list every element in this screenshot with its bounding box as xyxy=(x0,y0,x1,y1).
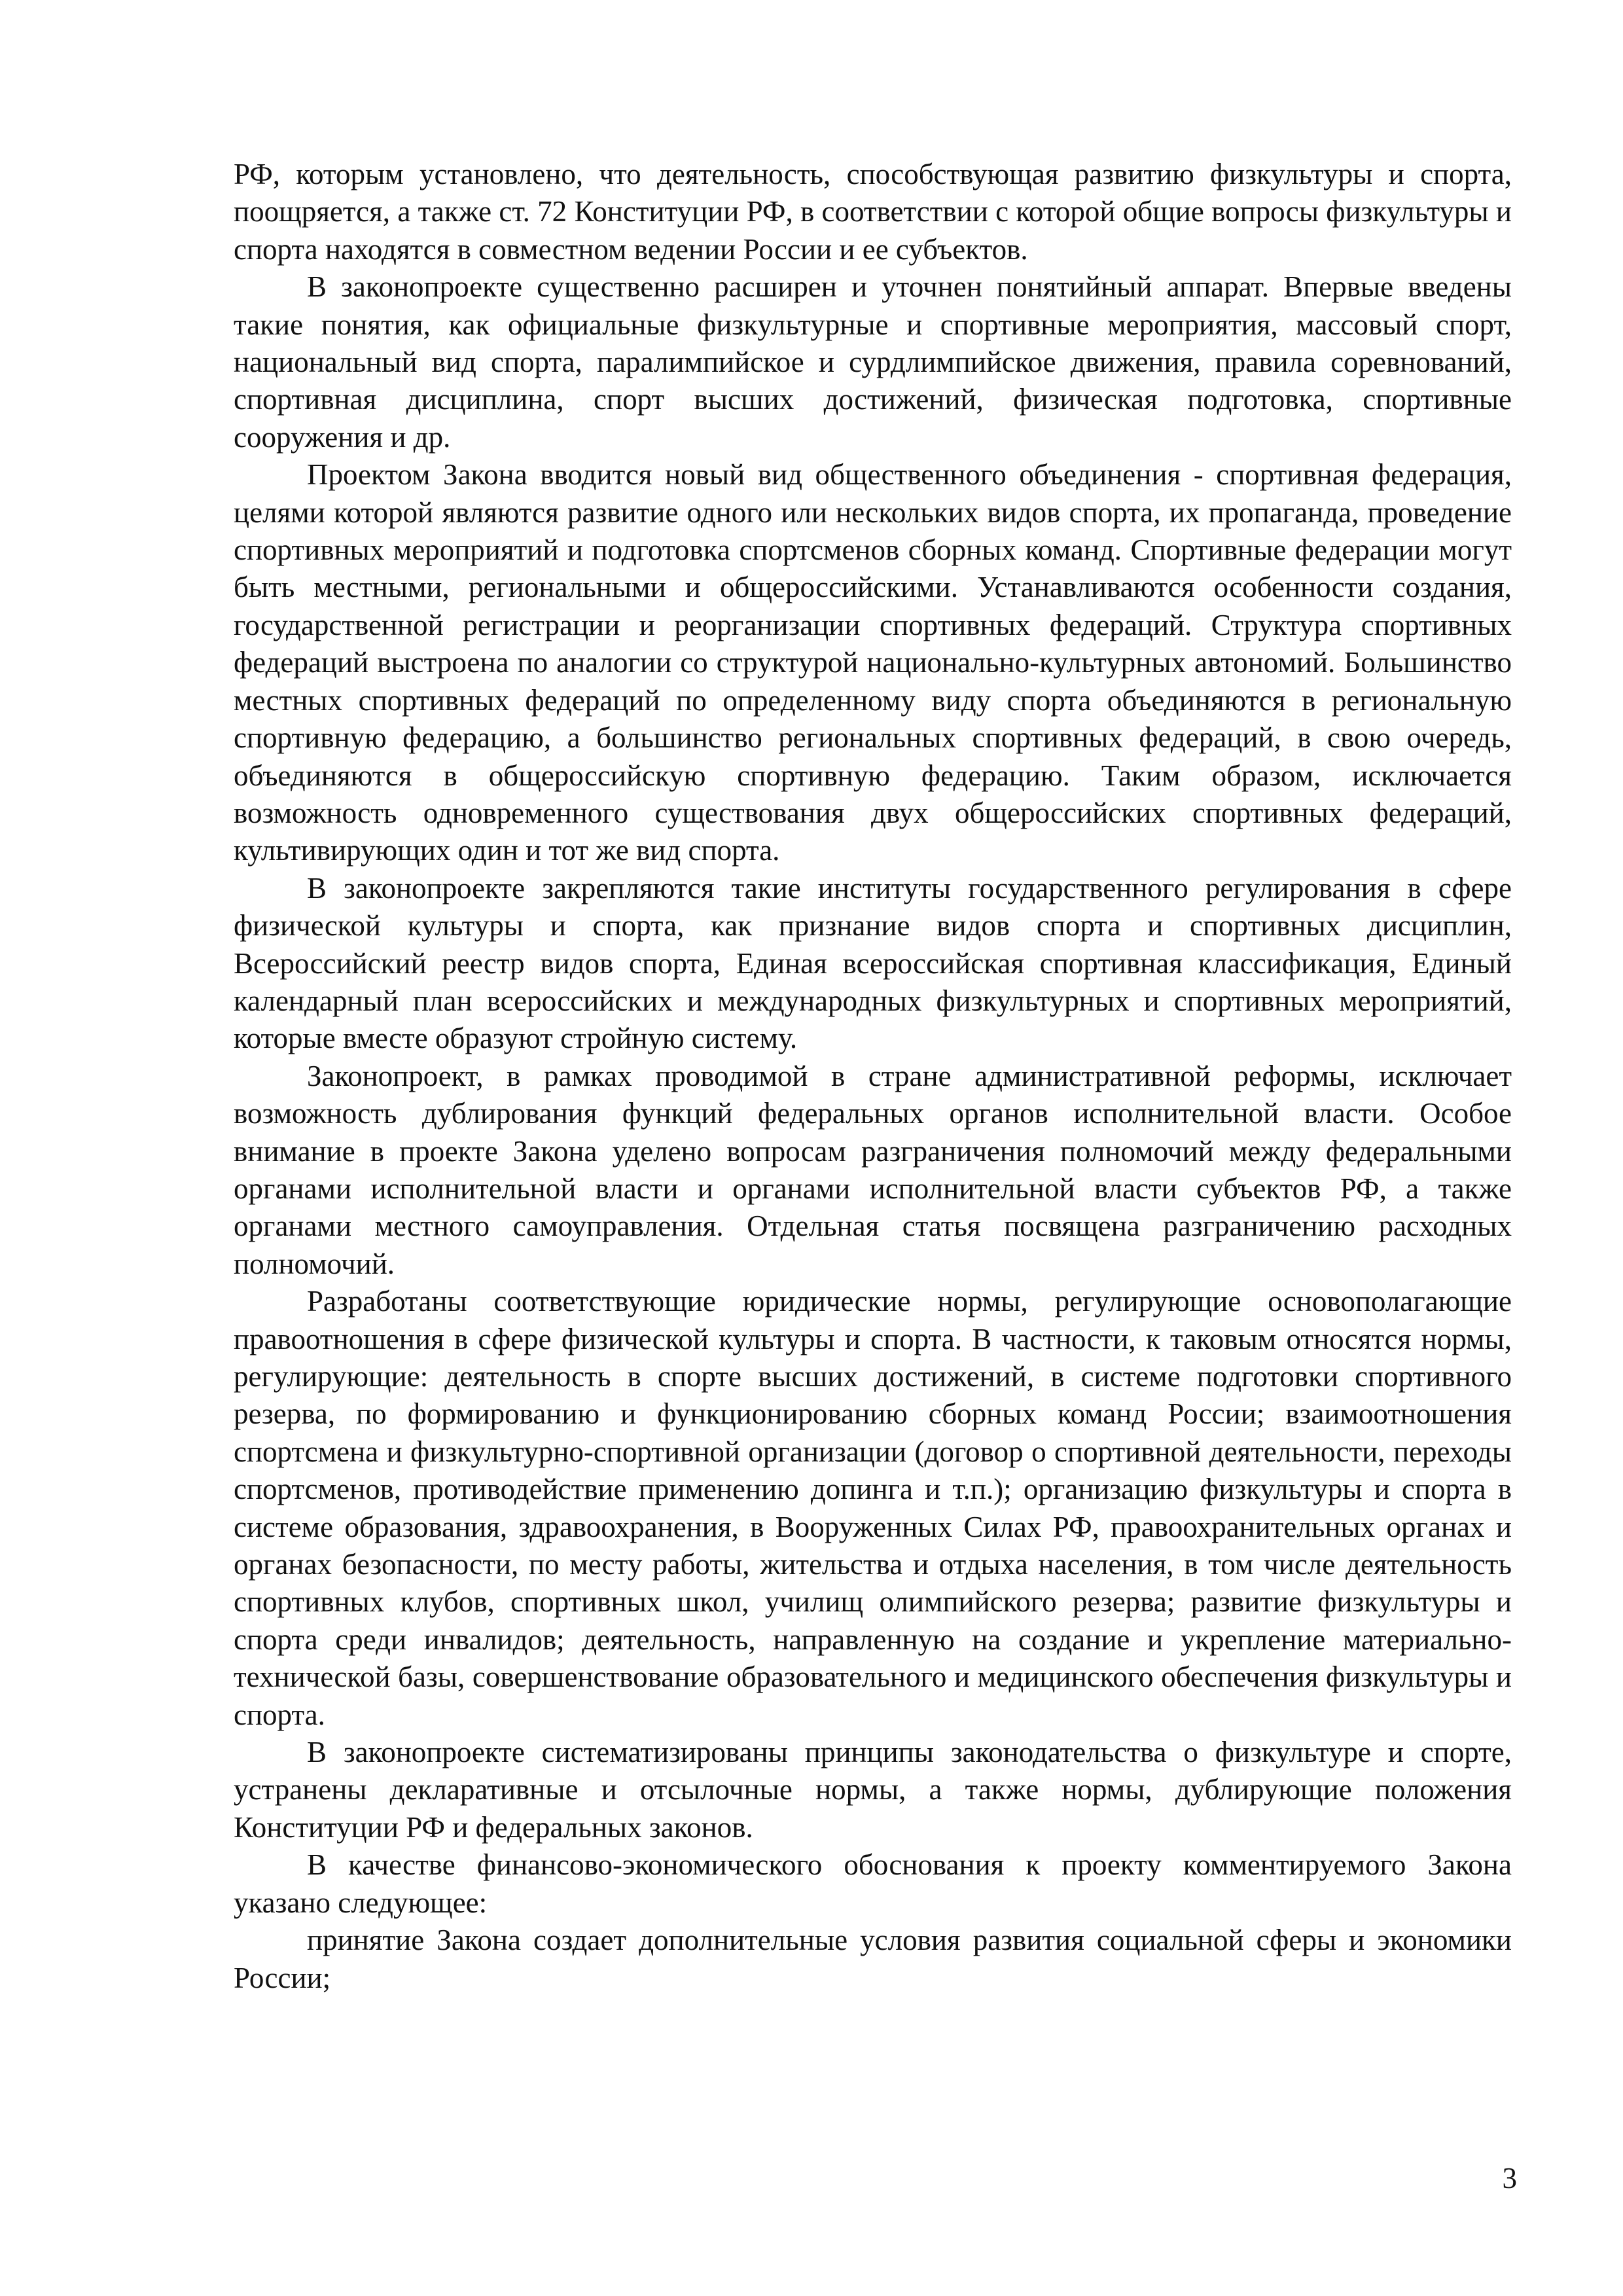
paragraph-4: В законопроекте закрепляются такие институты государственного регулирования в сфере физической культуры и спорта, как признание видов спорта и спортивных дисциплин, Всероссийский реестр видов спорта, Единая всероссийская спортивная классификация, Единый календарный план всероссийских и международных физкультурных и спортивных мероприятий, которые вместе образуют стройную систему. xyxy=(234,871,1512,1055)
paragraph-2: В законопроекте существенно расширен и уточнен понятийный аппарат. Впервые введены такие понятия, как официальные физкультурные и спортивные мероприятия, массовый спорт, национальный вид спорта, паралимпийское и сурдлимпийское движения, правила соревнований, спортивная дисциплина, спорт высших достижений, физическая подготовка, спортивные сооружения и др. xyxy=(234,270,1512,454)
paragraph-6: Разработаны соответствующие юридические нормы, регулирующие основополагающие правоотношения в сфере физической культуры и спорта. В частности, к таковым относятся нормы, регулирующие: деятельность в спорте высших достижений, в системе подготовки спортивного резерва, по формированию и функционированию сборных команд России; взаимоотношения спортсмена и физкультурно-спортивной организации (договор о спортивной деятельности, переходы спортсменов, противодействие применению допинга и т.п.); организацию физкультуры и спорта в системе образования, здравоохранения, в Вооруженных Силах РФ, правоохранительных органах и органах безопасности, по месту работы, жительства и отдыха населения, в том числе деятельность спортивных клубов, спортивных школ, училищ олимпийского резерва; развитие физкультуры и спорта среди инвалидов; деятельность, направленную на создание и укрепление материально-технической базы, совершенствование образовательного и медицинского обеспечения физкультуры и спорта. xyxy=(234,1285,1512,1731)
paragraph-7: В законопроекте систематизированы принципы законодательства о физкультуре и спорте, устранены декларативные и отсылочные нормы, а также нормы, дублирующие положения Конституции РФ и федеральных законов. xyxy=(234,1736,1512,1844)
paragraph-5: Законопроект, в рамках проводимой в стране административной реформы, исключает возможность дублирования функций федеральных органов исполнительной власти. Особое внимание в проекте Закона уделено вопросам разграничения полномочий между федеральными органами исполнительной власти и органами исполнительной власти субъектов РФ, а также органами местного самоуправления. Отдельная статья посвящена разграничению расходных полномочий. xyxy=(234,1059,1512,1280)
paragraph-1: РФ, которым установлено, что деятельность, способствующая развитию физкультуры и спорта, поощряется, а также ст. 72 Конституции РФ, в соответствии с которой общие вопросы физкультуры и спорта находятся в совместном ведении России и ее субъектов. xyxy=(234,158,1512,266)
page-number: 3 xyxy=(1502,2162,1517,2195)
document-body xyxy=(234,156,1512,1997)
paragraph-9: принятие Закона создает дополнительные условия развития социальной сферы и экономики России; xyxy=(234,1924,1512,1994)
paragraph-3: Проектом Закона вводится новый вид общественного объединения - спортивная федерация, целями которой являются развитие одного или нескольких видов спорта, их пропаганда, проведение спортивных мероприятий и подготовка спортсменов сборных команд. Спортивные федерации могут быть местными, региональными и общероссийскими. Устанавливаются особенности создания, государственной регистрации и реорганизации спортивных федераций. Структура спортивных федераций выстроена по аналогии со структурой национально-культурных автономий. Большинство местных спортивных федераций по определенному виду спорта объединяются в региональную спортивную федерацию, а большинство региональных спортивных федераций, в свою очередь, объединяются в общероссийскую спортивную федерацию. Таким образом, исключается возможность одновременного существования двух общероссийских спортивных федераций, культивирующих один и тот же вид спорта. xyxy=(234,458,1512,867)
paragraph-8: В качестве финансово-экономического обоснования к проекту комментируемого Закона указано следующее: xyxy=(234,1848,1512,1919)
